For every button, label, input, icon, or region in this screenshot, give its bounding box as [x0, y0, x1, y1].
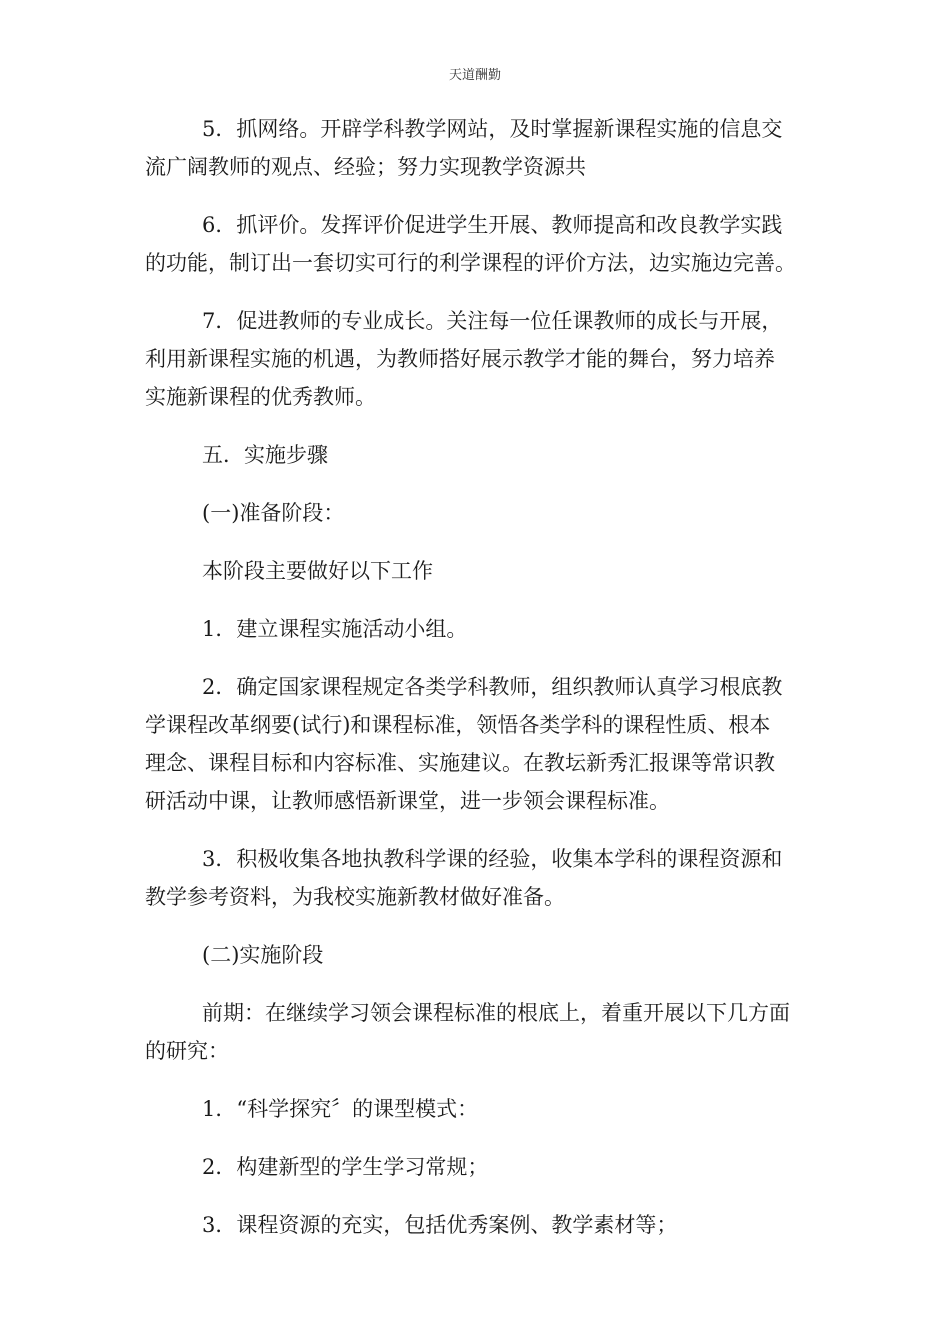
paragraph-line: 实施新课程的优秀教师。 [145, 385, 376, 409]
paragraph-line: 3．课程资源的充实，包括优秀案例、教学素材等； [202, 1213, 678, 1237]
paragraph-research-item-3 [145, 1206, 810, 1244]
paragraph-line: 的研究： [145, 1039, 229, 1063]
paragraph-line: 本阶段主要做好以下工作 [202, 559, 433, 583]
document-body [145, 110, 810, 1264]
paragraph-line: 理念、课程目标和内容标准、实施建议。在教坛新秀汇报课等常识教 [145, 751, 775, 775]
paragraph-line: 前期：在继续学习领会课程标准的根底上，着重开展以下几方面 [202, 1001, 790, 1025]
paragraph-research-item-2 [145, 1148, 810, 1186]
paragraph-line: 1．“科学探究〞的课型模式： [202, 1097, 479, 1121]
paragraph-item-5 [145, 110, 810, 186]
paragraph-line: 5．抓网络。开辟学科教学网站，及时掌握新课程实施的信息交 [202, 117, 783, 141]
paragraph-line: 2．构建新型的学生学习常规； [202, 1155, 489, 1179]
paragraph-prep-item-1 [145, 610, 810, 648]
subsection-heading-preparation [145, 494, 810, 532]
paragraph-line: (一)准备阶段： [202, 501, 345, 525]
paragraph-stage-intro [145, 552, 810, 590]
paragraph-line: 1．建立课程实施活动小组。 [202, 617, 468, 641]
paragraph-prep-item-3 [145, 840, 810, 916]
page-header: 天道酬勤 [448, 68, 501, 83]
paragraph-item-7 [145, 302, 810, 416]
paragraph-line: 7．促进教师的专业成长。关注每一位任课教师的成长与开展， [202, 309, 783, 333]
paragraph-line: 五．实施步骤 [202, 443, 328, 467]
paragraph-research-item-1 [145, 1090, 810, 1128]
paragraph-line: 学课程改革纲要(试行)和课程标准，领悟各类学科的课程性质、根本 [145, 713, 771, 737]
paragraph-item-6 [145, 206, 810, 282]
paragraph-line: 2．确定国家课程规定各类学科教师，组织教师认真学习根底教 [202, 675, 783, 699]
paragraph-line: 教学参考资料，为我校实施新教材做好准备。 [145, 885, 565, 909]
paragraph-early-stage [145, 994, 810, 1070]
paragraph-line: 研活动中课，让教师感悟新课堂，进一步领会课程标准。 [145, 789, 670, 813]
paragraph-line: 利用新课程实施的机遇，为教师搭好展示教学才能的舞台，努力培养 [145, 347, 775, 371]
paragraph-line: 3．积极收集各地执教科学课的经验，收集本学科的课程资源和 [202, 847, 783, 871]
subsection-heading-implementation [145, 936, 810, 974]
paragraph-line: 6．抓评价。发挥评价促进学生开展、教师提高和改良教学实践 [202, 213, 783, 237]
paragraph-line: (二)实施阶段 [202, 943, 324, 967]
paragraph-line: 流广阔教师的观点、经验；努力实现教学资源共 [145, 155, 586, 179]
paragraph-prep-item-2 [145, 668, 810, 820]
paragraph-line: 的功能，制订出一套切实可行的利学课程的评价方法，边实施边完善。 [145, 251, 796, 275]
section-heading-implementation-steps [145, 436, 810, 474]
